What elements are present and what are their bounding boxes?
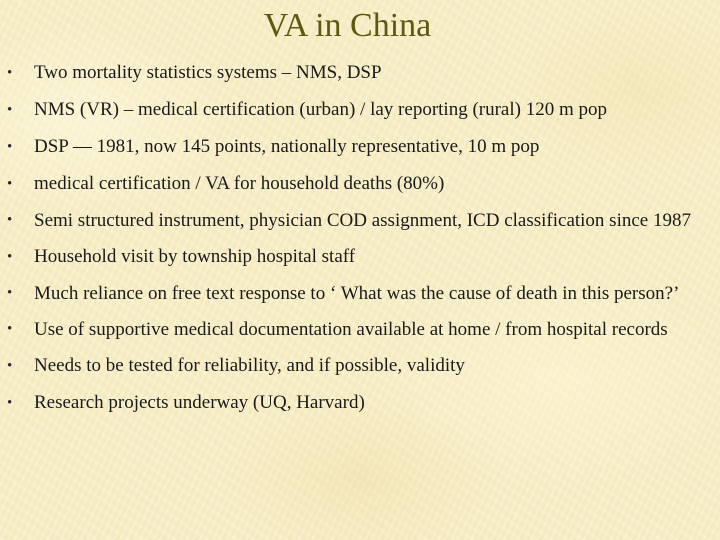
bullet-list bbox=[0, 57, 712, 424]
slide-title: VA in China bbox=[263, 7, 432, 44]
bullet-text: Use of supportive medical documentation available at home / from hospital records bbox=[34, 319, 668, 340]
bullet-item bbox=[0, 205, 712, 236]
bullet-text: medical certification / VA for household deaths (80%) bbox=[34, 173, 445, 194]
bullet-icon: • bbox=[7, 139, 13, 155]
bullet-icon: • bbox=[7, 212, 13, 228]
bullet-icon: • bbox=[7, 285, 13, 301]
bullet-item bbox=[0, 94, 712, 126]
bullet-text: DSP — 1981, now 145 points, nationally representative, 10 m pop bbox=[34, 136, 540, 157]
bullet-text: Two mortality statistics systems – NMS, DSP bbox=[34, 62, 382, 83]
bullet-item bbox=[0, 278, 712, 309]
bullet-item bbox=[0, 314, 712, 345]
bullet-text: Household visit by township hospital staff bbox=[34, 246, 356, 267]
bullet-item bbox=[0, 57, 712, 89]
bullet-item bbox=[0, 168, 712, 200]
bullet-text: Much reliance on free text response to ‘ What was the cause of death in this person?’ bbox=[34, 283, 680, 304]
bullet-icon: • bbox=[7, 395, 13, 411]
bullet-icon: • bbox=[7, 102, 13, 118]
bullet-icon: • bbox=[7, 358, 13, 374]
bullet-item bbox=[0, 387, 712, 419]
bullet-icon: • bbox=[7, 176, 13, 192]
bullet-icon: • bbox=[7, 65, 13, 81]
bullet-item bbox=[0, 350, 712, 382]
bullet-text: Semi structured instrument, physician COD assignment, ICD classification since 1987 bbox=[34, 210, 691, 231]
bullet-item bbox=[0, 241, 712, 273]
bullet-text: Research projects underway (UQ, Harvard) bbox=[34, 392, 365, 413]
bullet-icon: • bbox=[7, 321, 13, 337]
bullet-item bbox=[0, 131, 712, 163]
bullet-text: NMS (VR) – medical certification (urban) / lay reporting (rural) 120 m pop bbox=[34, 99, 607, 120]
bullet-icon: • bbox=[7, 249, 13, 265]
bullet-text: Needs to be tested for reliability, and if possible, validity bbox=[34, 355, 465, 376]
